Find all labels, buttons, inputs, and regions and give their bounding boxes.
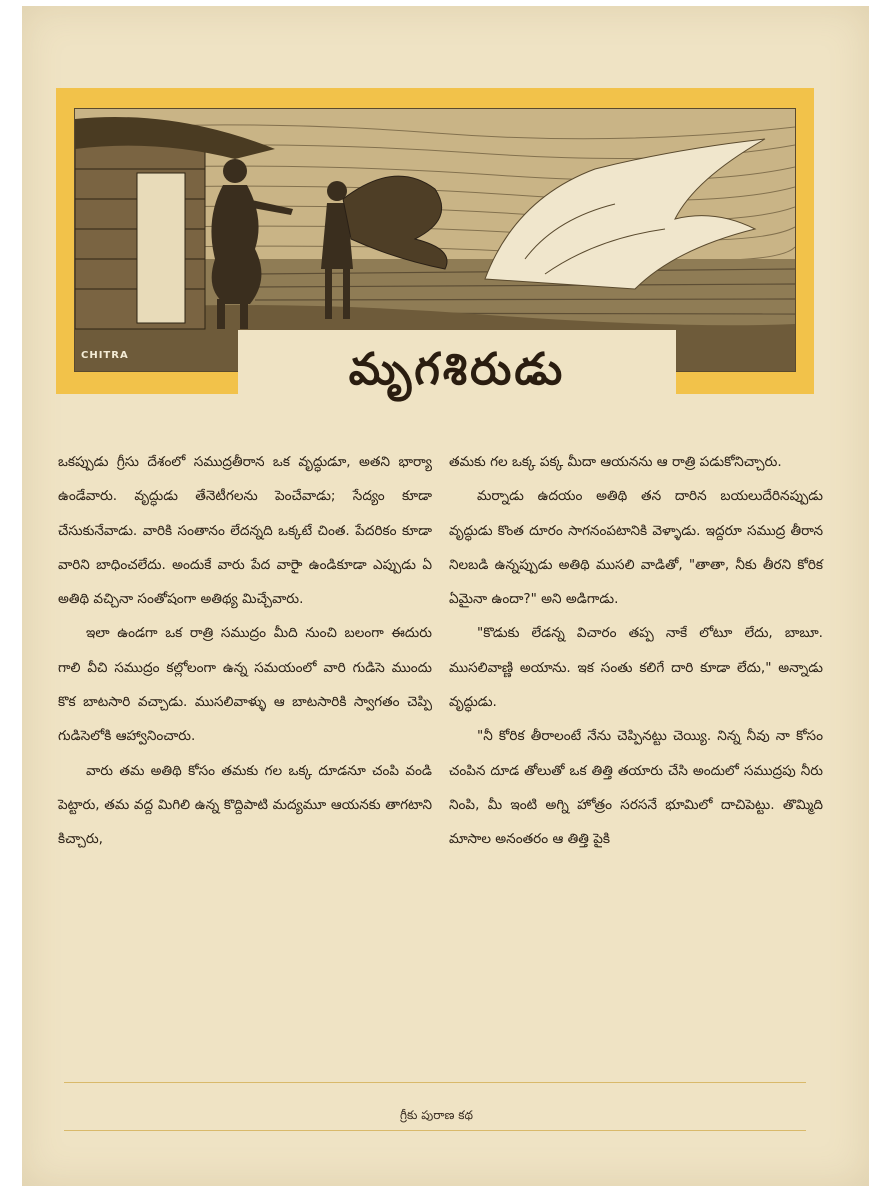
story-title: మృగశిరుడు xyxy=(348,344,566,395)
paragraph: మర్నాడు ఉదయం అతిథి తన దారిన బయలుదేరినప్పుడు వృద్ధుడు కొంత దూరం సాగనంపటానికి వెళ్ళాడు. ఇద్దరూ సముద్ర తీరాన నిలబడి ఉన్నప్పుడు అతిథి ముసలి వాడితో, "తాతా, నీకు తీరని కోరిక ఏమైనా ఉందా?" అని అడిగాడు. xyxy=(449,488,823,608)
paragraph: తమకు గల ఒక్క పక్క మీదా ఆయనను ఆ రాత్రి పడుకోనిచ్చారు. xyxy=(449,454,782,470)
paragraph: "కొడుకు లేడన్న విచారం తప్ప నాకే లోటూ లేదు, బాబూ. ముసలివాణ్ణి అయాను. ఇక సంతు కలిగే దారి కూడా లేదు," అన్నాడు వృద్ధుడు. xyxy=(449,625,823,711)
footer-rule-top xyxy=(64,1082,806,1083)
paragraph: ఒకప్పుడు గ్రీసు దేశంలో సముద్రతీరాన ఒక వృద్ధుడూ, అతని భార్యా ఉండేవారు. వృద్ధుడు తేనెటీగలను పెంచేవాడు; సేద్యం కూడా చేసుకునేవాడు. వారికి సంతానం లేదన్నది ఒక్కటే చింత. పేదరికం కూడా వారిని బాధించలేదు. అందుకే వారు పేద వారైా ఉండికూడా ఎప్పుడు ఏ అతిథి వచ్చినా సంతోషంగా అతిథ్య మిచ్చేవారు. xyxy=(58,454,432,608)
footer-caption: గ్రీకు పురాణ కథ xyxy=(400,1108,473,1122)
right-column xyxy=(449,445,823,857)
paragraph: "నీ కోరిక తీరాలంటే నేను చెప్పినట్టు చెయ్యి. నిన్న నీవు నా కోసం చంపిన దూడ తోలుతో ఒక తిత్తి తయారు చేసి అందులో సముద్రపు నీరు నింపి, మీ ఇంటి అగ్ని హోత్రం సరసనే భూమిలో దాచిపెట్టు. తొమ్మిది మాసాల అనంతరం ఆ తిత్తి పైకి xyxy=(449,728,823,848)
title-plate xyxy=(238,330,676,406)
paragraph: ఇలా ఉండగా ఒక రాత్రి సముద్రం మీది నుంచి బలంగా ఈదురు గాలి వీచి సముద్రం కల్లోలంగా ఉన్న సమయంలో వారి గుడిసె ముందు కొక బాటసారి వచ్చాడు. ముసలివాళ్ళు ఆ బాటసారికి స్వాగతం చెప్పి గుడిసెలోకి ఆహ్వానించారు. xyxy=(58,625,432,745)
artist-signature: CHITRA xyxy=(81,350,129,361)
paragraph: వారు తమ అతిథి కోసం తమకు గల ఒక్క దూడనూ చంపి వండి పెట్టారు, తమ వద్ద మిగిలి ఉన్న కొద్దిపాటి మద్యమూ ఆయనకు తాగటాని కిచ్చారు, xyxy=(58,762,432,848)
left-column xyxy=(58,445,432,857)
footer-rule-bottom xyxy=(64,1130,806,1131)
